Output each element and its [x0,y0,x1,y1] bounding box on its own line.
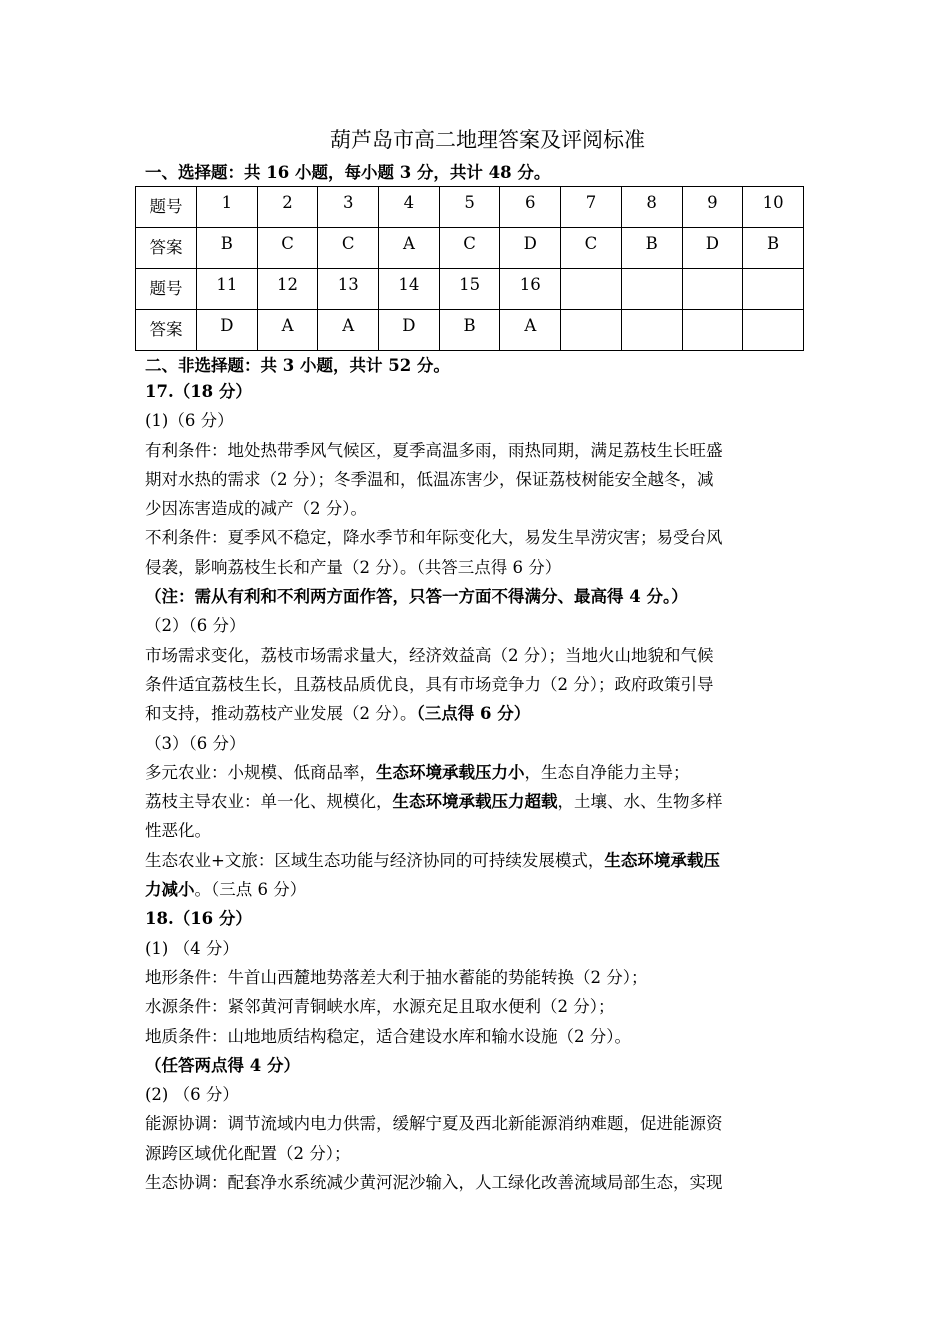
q17-part1-note: （注：需从有利和不利两方面作答，只答一方面不得满分、最高得 4 分。） [145,587,688,607]
q18-part2-label: (2) （6 分） [145,1085,239,1105]
answer-table [135,186,804,351]
row-label: 题号 [136,269,197,310]
empty-cell [682,269,743,310]
question-number: 16 [500,269,561,310]
q18-part2-line: 源跨区域优化配置（2 分）； [145,1143,351,1163]
section-heading-choice: 一、选择题：共 16 小题，每小题 3 分，共计 48 分。 [145,163,551,182]
question-number: 10 [743,187,804,228]
answer-cell: A [318,310,379,351]
table-row [136,228,804,269]
row-label: 答案 [136,310,197,351]
q18-part2-line: 能源协调：调节流域内电力供需，缓解宁夏及西北新能源消纳难题，促进能源资 [145,1114,723,1134]
answer-cell: B [743,228,804,269]
empty-cell [561,269,622,310]
bold-span: 生态环境承载压 [604,850,720,870]
question-number: 14 [379,269,440,310]
empty-cell [682,310,743,351]
question-number: 8 [621,187,682,228]
answer-cell: C [439,228,500,269]
question-number: 2 [257,187,318,228]
question-number: 7 [561,187,622,228]
q17-part2-line [145,699,810,728]
answer-cell: A [379,228,440,269]
q18-part1-line: 地质条件：山地地质结构稳定，适合建设水库和输水设施（2 分）。 [145,1026,631,1046]
answer-cell: A [500,310,561,351]
question-18-header: 18.（16 分） [145,909,252,929]
q18-part1-note: （任答两点得 4 分） [145,1055,300,1075]
answer-cell: B [197,228,258,269]
answer-cell: D [682,228,743,269]
question-number: 6 [500,187,561,228]
question-number: 9 [682,187,743,228]
answer-cell: B [621,228,682,269]
q17-part3-line [145,787,810,816]
row-label: 题号 [136,187,197,228]
question-17-header: 17.（18 分） [145,382,252,401]
question-number: 15 [439,269,500,310]
q17-part3-label: （3）（6 分） [145,733,246,753]
text-span: 。（三点 6 分） [194,880,307,900]
q17-part1-line: 有利条件：地处热带季风气候区，夏季高温多雨，雨热同期，满足荔枝生长旺盛 [145,440,723,460]
q17-part3-line [145,846,810,875]
q18-part1-line: 地形条件：牛首山西麓地势落差大利于抽水蓄能的势能转换（2 分）； [145,967,648,987]
empty-cell [743,269,804,310]
answer-cell: D [379,310,440,351]
question-number: 12 [257,269,318,310]
bold-span: 力减小 [145,880,195,900]
q17-part3-line [145,758,810,787]
q17-part2-label: （2）（6 分） [145,616,246,636]
text-span: ，生态自净能力主导； [524,762,690,782]
q17-part1-line: 不利条件：夏季风不稳定，降水季节和年际变化大，易发生旱涝灾害；易受台风 [145,528,723,548]
table-row [136,269,804,310]
q17-part2-line: 条件适宜荔枝生长，且荔枝品质优良，具有市场竞争力（2 分）；政府政策引导 [145,674,714,694]
q17-part2-line: 市场需求变化，荔枝市场需求量大，经济效益高（2 分）；当地火山地貌和气候 [145,645,714,665]
table-row [136,187,804,228]
q18-part1-line: 水源条件：紧邻黄河青铜峡水库，水源充足且取水便利（2 分）； [145,997,615,1017]
text-span: 荔枝主导农业：单一化、规模化， [145,792,393,812]
q17-part2-text: 和支持，推动荔枝产业发展（2 分）。 [145,704,417,724]
answer-cell: C [318,228,379,269]
question-number: 4 [379,187,440,228]
row-label: 答案 [136,228,197,269]
answer-cell: C [257,228,318,269]
question-number: 3 [318,187,379,228]
page-title: 葫芦岛市高二地理答案及评阅标准 [330,128,645,152]
question-number: 5 [439,187,500,228]
answer-cell: C [561,228,622,269]
q17-part1-line: 侵袭，影响荔枝生长和产量（2 分）。（共答三点得 6 分） [145,557,562,577]
question-number: 1 [197,187,258,228]
empty-cell [621,269,682,310]
answer-cell: D [197,310,258,351]
bold-span: 生态环境承载压力超载 [392,792,558,812]
q17-part1-label: (1)（6 分） [145,411,234,431]
text-span: 生态农业+文旅：区域生态功能与经济协同的可持续发展模式， [145,850,605,870]
q18-part2-line: 生态协调：配套净水系统减少黄河泥沙输入，人工绿化改善流域局部生态，实现 [145,1173,723,1193]
table-row [136,310,804,351]
empty-cell [621,310,682,351]
text-span: 多元农业：小规模、低商品率， [145,762,376,782]
question-number: 11 [197,269,258,310]
section-heading-nonchoice: 二、非选择题：共 3 小题，共计 52 分。 [145,356,450,375]
answer-cell: B [439,310,500,351]
empty-cell [743,310,804,351]
answer-document [145,124,810,1197]
q17-part3-line [145,875,810,904]
q17-part2-score: （三点得 6 分） [416,704,531,724]
bold-span: 生态环境承载压力小 [376,762,525,782]
q17-part3-line: 性恶化。 [145,821,211,841]
q18-part1-label: (1) （4 分） [145,938,239,958]
q17-part1-line: 期对水热的需求（2 分）；冬季温和，低温冻害少，保证荔枝树能安全越冬，减 [145,469,714,489]
q17-part1-line: 少因冻害造成的减产（2 分）。 [145,499,367,519]
empty-cell [561,310,622,351]
text-span: ，土壤、水、生物多样 [557,792,723,812]
question-number: 13 [318,269,379,310]
answer-cell: A [257,310,318,351]
answer-cell: D [500,228,561,269]
